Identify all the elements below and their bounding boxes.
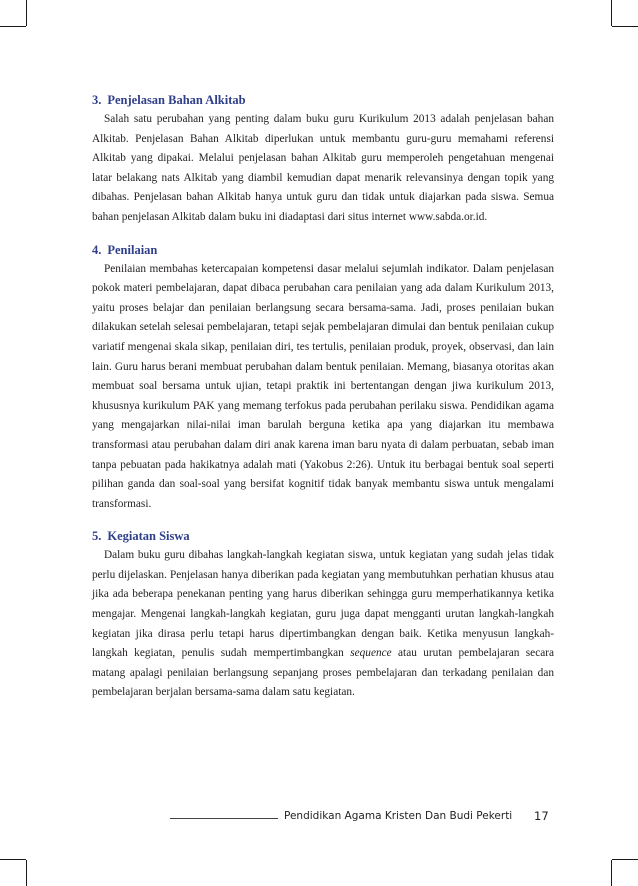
crop-mark-top-right-h — [612, 26, 638, 27]
crop-mark-bottom-left-h — [0, 859, 26, 860]
paragraph-text: Dalam buku guru dibahas langkah-langkah kegiatan siswa, untuk kegiatan yang sudah jelas tidak perlu dijelaskan. Penjelasan hanya diberikan pada kegiatan yang membutuhkan perhatian khusus atau jika ada beberapa penekanan penting yang harus diberikan sehingga guru memperhatikannya ketika mengajar. Mengenai langkah-langkah kegiatan, guru juga dapat mengganti urutan langkah-langkah kegiatan jika dirasa perlu tetapi harus dipertimbangkan dengan baik. Ketika menyusun langkah-langkah kegiatan, penulis sudah mempertimbangkan — [92, 549, 554, 660]
section-title: Penjelasan Bahan Alkitab — [107, 93, 246, 107]
page-footer — [0, 808, 638, 828]
section-number: 4. — [92, 242, 102, 257]
crop-mark-bottom-right-h — [612, 859, 638, 860]
paragraph: Penilaian membahas ketercapaian kompetensi dasar melalui sejumlah indikator. Dalam penjelasan pokok materi pembelajaran, dapat dibaca perubahan cara penilaian yang ada dalam Kurikulum 2013, yaitu proses belajar dan penilaian berlangsung secara bersama-sama. Jadi, proses penilaian bukan dilakukan setelah selesai pembelajaran, tetapi sejak pembelajaran dimulai dan bentuk penilaian cukup variatif mengenai skala sikap, penilaian diri, tes tertulis, penilaian produk, proyek, observasi, dan lain lain. Guru harus berani membuat perubahan dalam bentuk penilaian. Memang, biasanya otoritas akan membuat soal bersama untuk ujian, tetapi praktik ini bertentangan dengan jiwa kurikulum 2013, khususnya kurikulum PAK yang memang terfokus pada perubahan perilaku siswa. Pendidikan agama yang mengajarkan nilai-nilai iman barulah berguna ketika apa yang diajarkan itu membawa transformasi atau perubahan dalam diri anak karena iman baru nyata di dalam perbuatan, sebab iman tanpa pebuatan pada hakikatnya adalah mati (Yakobus 2:26). Untuk itu berbagai bentuk soal seperti pilihan ganda dan soal-soal yang bersifat kognitif tidak banyak membantu siswa untuk mengalami transformasi. — [92, 262, 554, 510]
section-heading — [92, 526, 554, 546]
section-heading — [92, 90, 554, 110]
section-penilaian — [92, 240, 554, 515]
emphasis-term: sequence — [350, 647, 392, 660]
crop-mark-top-left-h — [0, 26, 26, 27]
section-title: Kegiatan Siswa — [107, 529, 190, 544]
page-content — [92, 90, 554, 715]
paragraph — [92, 546, 554, 703]
crop-mark-bottom-left-v — [26, 860, 27, 886]
section-heading — [92, 240, 554, 260]
section-number: 3. — [92, 93, 102, 107]
crop-mark-top-left-v — [26, 0, 27, 26]
book-title: Pendidikan Agama Kristen Dan Budi Pekerti — [284, 810, 513, 822]
section-title: Penilaian — [107, 242, 158, 257]
page-number: 17 — [534, 809, 549, 823]
footer-rule — [170, 818, 278, 819]
section-kegiatan-siswa — [92, 526, 554, 703]
section-penjelasan-bahan-alkitab — [92, 90, 554, 228]
crop-mark-top-right-v — [611, 0, 612, 26]
paragraph-text: atau urutan pembelajaran secara matang apalagi penilaian berlangsung sepanjang proses pembelajaran dan terkadang penilaian dan pembelajaran berjalan bersama-sama dalam satu kegiatan. — [92, 647, 555, 699]
section-number: 5. — [92, 529, 102, 544]
paragraph: Salah satu perubahan yang penting dalam buku guru Kurikulum 2013 adalah penjelasan bahan Alkitab. Penjelasan Bahan Alkitab diperlukan untuk membantu guru-guru memahami referensi Alkitab yang dipakai. Melalui penjelasan bahan Alkitab guru memperoleh pengetahuan mengenai latar belakang nats Alkitab yang diambil kemudian dapat menarik relevansinya dengan topik yang dibahas. Penjelasan bahan Alkitab hanya untuk guru dan tidak untuk diajarkan pada siswa. Semua bahan penjelasan Alkitab dalam buku ini diadaptasi dari situs internet www.sabda.or.id. — [92, 113, 554, 223]
crop-mark-bottom-right-v — [611, 860, 612, 886]
